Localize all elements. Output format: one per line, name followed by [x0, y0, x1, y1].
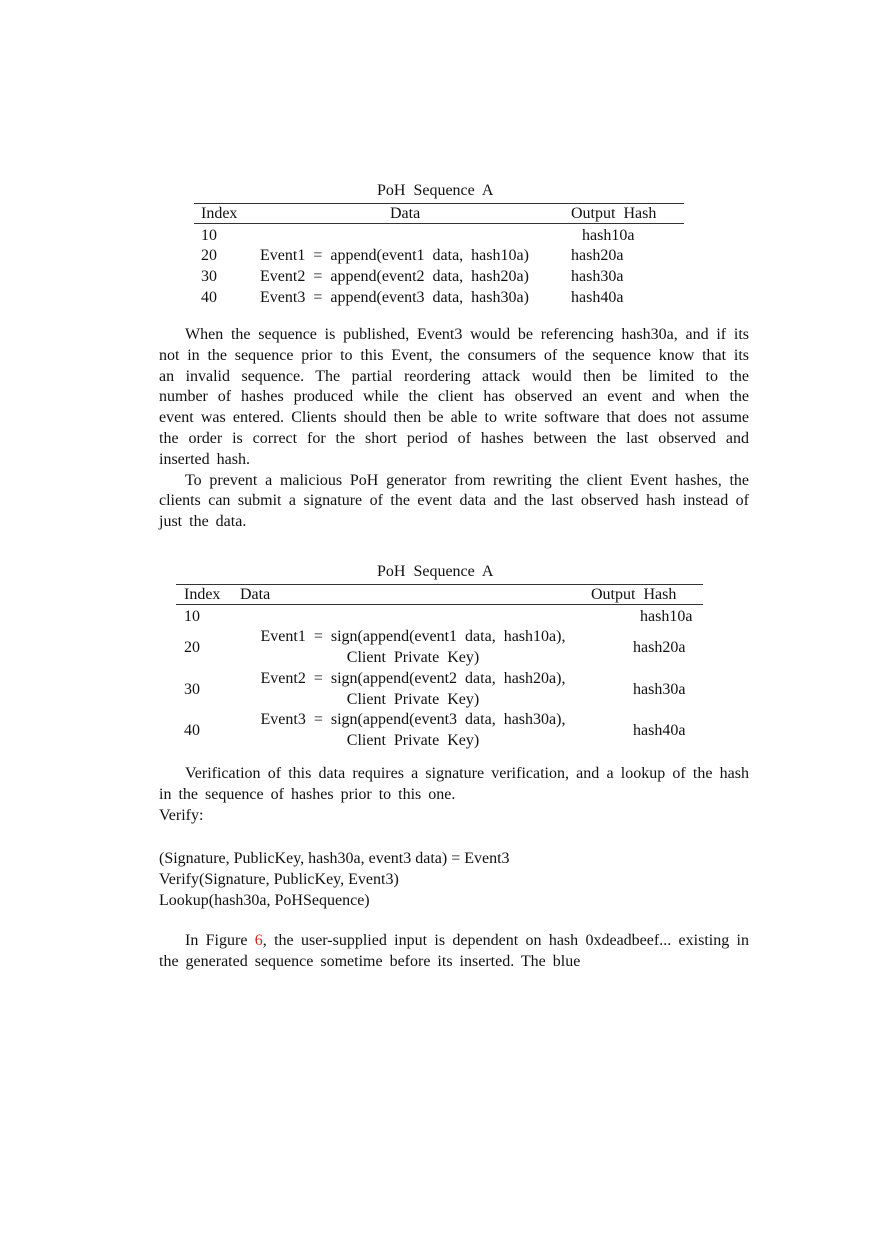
table2-row-data-line2: Client Private Key) — [346, 649, 480, 666]
table1-row-index: 20 — [201, 247, 217, 264]
table2-row-hash: hash10a — [640, 608, 693, 625]
paragraph-3: Verification of this data requires a signature verification, and a lookup of the hash in the sequence of hashes prior to this one. — [159, 765, 749, 803]
table2-row-data-line2: Client Private Key) — [346, 691, 480, 708]
table2-row-hash: hash30a — [633, 681, 686, 698]
table1-header-data: Data — [390, 205, 421, 222]
paragraph-4-before: In Figure — [185, 932, 255, 949]
table2-row-index: 30 — [184, 681, 200, 698]
table1-header-hash: Output Hash — [571, 205, 657, 222]
code-line: Verify(Signature, PublicKey, Event3) — [159, 871, 399, 888]
table2-header-hash: Output Hash — [591, 586, 677, 603]
table1-row-data: Event1 = append(event1 data, hash10a) — [260, 247, 529, 264]
table2-header-rule — [176, 604, 703, 605]
code-line: Lookup(hash30a, PoHSequence) — [159, 892, 370, 909]
code-line: (Signature, PublicKey, hash30a, event3 data) = Event3 — [159, 850, 510, 867]
table1-row-hash: hash30a — [571, 268, 624, 285]
verification-code-block — [159, 848, 510, 911]
table1-row-data: Event2 = append(event2 data, hash20a) — [260, 268, 529, 285]
figure-ref-link[interactable]: 6 — [254, 932, 263, 949]
table2-row-index: 10 — [184, 608, 200, 625]
body-text-block-3 — [159, 931, 749, 973]
table2-header-index: Index — [184, 586, 221, 603]
body-text-block-1 — [159, 325, 749, 533]
table1-row-hash: hash40a — [571, 289, 624, 306]
table2-row-data — [238, 668, 588, 710]
table2-row-hash: hash40a — [633, 722, 686, 739]
paragraph-2: To prevent a malicious PoH generator from rewriting the client Event hashes, the clients can submit a signature of the event data and the last observed hash instead of just the data. — [159, 471, 749, 531]
paragraph-4-after: , the user-supplied input is dependent on hash 0xdeadbeef... existing in the generated sequence sometime before its inserted. The blue — [159, 932, 749, 970]
paragraph-4 — [159, 931, 749, 973]
table1-row-hash: hash20a — [571, 247, 624, 264]
table2-caption: PoH Sequence A — [377, 563, 494, 580]
verify-label: Verify: — [159, 806, 204, 824]
table1-row-index: 10 — [201, 227, 217, 244]
table2-row-data-line1: Event1 = sign(append(event1 data, hash10a), — [260, 628, 566, 645]
table2-row-index: 20 — [184, 639, 200, 656]
table1-header-rule — [194, 223, 684, 224]
table1-header-index: Index — [201, 205, 238, 222]
table1-row-index: 30 — [201, 268, 217, 285]
table2-row-data — [238, 709, 588, 751]
table1-row-hash: hash10a — [582, 227, 635, 244]
table2-row-data-line1: Event2 = sign(append(event2 data, hash20a), — [260, 670, 566, 687]
body-text-block-2 — [159, 764, 749, 826]
table2-row-data-line2: Client Private Key) — [346, 732, 480, 749]
table2-header-data: Data — [240, 586, 271, 603]
table2-row-index: 40 — [184, 722, 200, 739]
table2-row-hash: hash20a — [633, 639, 686, 656]
table2-row-data-line1: Event3 = sign(append(event3 data, hash30a), — [260, 711, 566, 728]
table1-row-index: 40 — [201, 289, 217, 306]
table1-row-data: Event3 = append(event3 data, hash30a) — [260, 289, 529, 306]
paragraph-1: When the sequence is published, Event3 would be referencing hash30a, and if its not in the sequence prior to this Event, the consumers of the sequence know that its an invalid sequence. The partial reordering attack would then be limited to the number of hashes produced while the client has observed an event and when the event was entered. Clients should then be able to write software that does not assume the order is correct for the short period of hashes between the last observed and inserted hash. — [159, 326, 749, 468]
table1-caption: PoH Sequence A — [377, 182, 494, 199]
table2-row-data — [238, 626, 588, 668]
